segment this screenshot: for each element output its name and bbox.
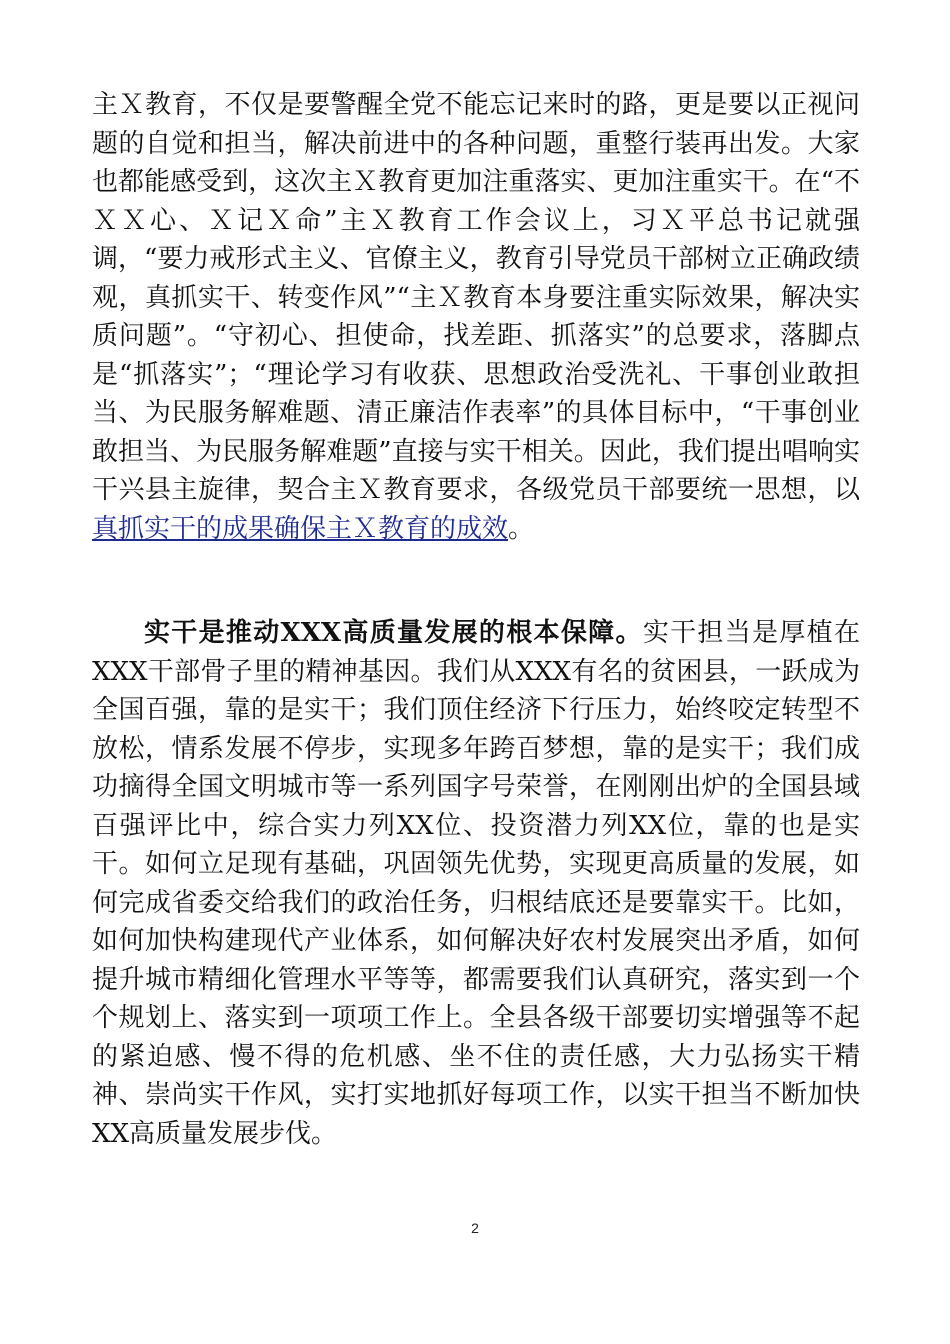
paragraph-1 [92,86,860,548]
paragraph-1-text: 主Ｘ教育，不仅是要警醒全党不能忘记来时的路，更是要以正视问题的自觉和担当，解决前进中的各种问题，重整行装再出发。大家也都能感受到，这次主Ｘ教育更加注重落实、更加注重实干。在“不ＸＸ心、Ｘ记Ｘ命”主Ｘ教育工作会议上，习Ｘ平总书记就强调，“要力戒形式主义、官僚主义，教育引导党员干部树立正确政绩观，真抓实干、转变作风”“主Ｘ教育本身要注重实际效果，解决实质问题”。“守初心、担使命，找差距、抓落实”的总要求，落脚点是“抓落实”；“理论学习有收获、思想政治受洗礼、干事创业敢担当、为民服务解难题、清正廉洁作表率”的具体目标中，“干事创业敢担当、为民服务解难题”直接与实干相关。因此，我们提出唱响实干兴县主旋律，契合主Ｘ教育要求，各级党员干部要统一思想，以 [92,90,860,505]
underlined-link[interactable]: 真抓实干的成果确保主Ｘ教育的成效 [92,513,509,544]
paragraph-2-body: 实干担当是厚植在XXX干部骨子里的精神基因。我们从XXX有名的贫困县，一跃成为全国百强，靠的是实干；我们顶住经济下行压力，始终咬定转型不放松，情系发展不停步，实现多年跨百梦想，靠的是实干；我们成功摘得全国文明城市等一系列国字号荣誉，在刚刚出炉的全国县域百强评比中，综合实力列XX位、投资潜力列XX位，靠的也是实干。如何立足现有基础，巩固领先优势，实现更高质量的发展，如何完成省委交给我们的政治任务，归根结底还是要靠实干。比如，如何加快构建现代产业体系，如何解决好农村发展突出矛盾，如何提升城市精细化管理水平等等，都需要我们认真研究，落实到一个个规划上、落实到一项项工作上。全县各级干部要切实增强等不起的紧迫感、慢不得的危机感、坐不住的责任感，大力弘扬实干精神、崇尚实干作风，实打实地抓好每项工作，以实干担当不断加快XX高质量发展步伐。 [92,618,860,1149]
paragraph-2-lead-sentence: 实干是推动XXX高质量发展的根本保障。 [144,618,643,648]
paragraph-1-ending: 。 [508,513,535,544]
page-number: 2 [471,1220,479,1236]
paragraph-2 [92,614,860,1153]
